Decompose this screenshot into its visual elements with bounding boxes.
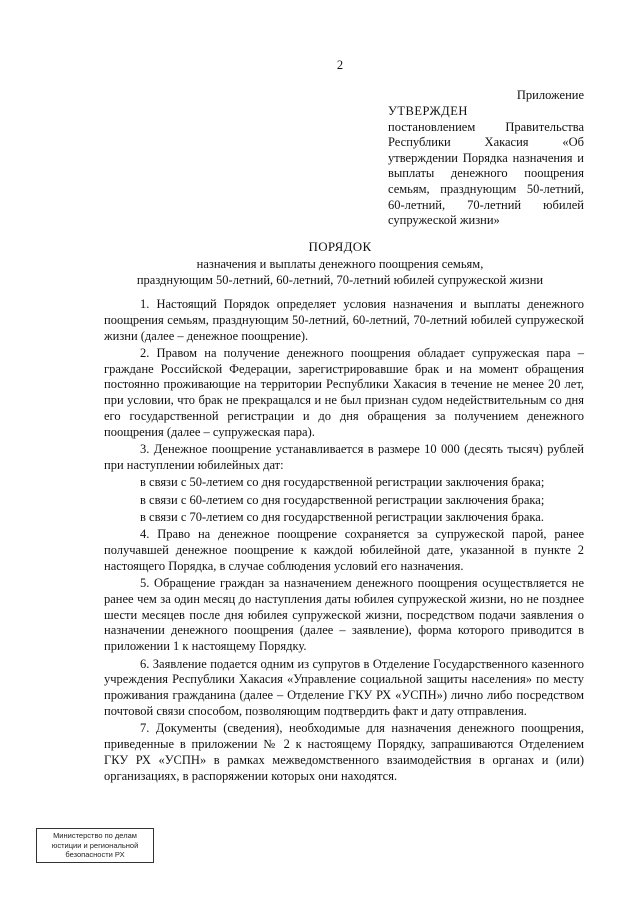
paragraph-2: 2. Правом на получение денежного поощрения обладает супружеская пара – граждане Российской Федерации, зарегистрировавшие брак и на момент обращения постоянно проживающие на территории Республики Хакасия в течение не менее 20 лет, при условии, что брак не прекращался и не был признан судом недействительным со дня его государственной регистрации и до дня обращения за получением денежного поощрения (далее – супружеская пара). [104, 345, 584, 439]
document-subtitle [100, 257, 580, 288]
paragraph-1: 1. Настоящий Порядок определяет условия назначения и выплаты денежного поощрения семьям, празднующим 50-летний, 60-летний, 70-летний юбилей супружеской жизни (далее – денежное поощрение). [104, 297, 584, 343]
paragraph-6: 6. Заявление подается одним из супругов в Отделение Государственного казенного учреждения Республики Хакасия «Управление социальной защиты населения» по месту проживания гражданина (далее – Отделение ГКУ РХ «УСПН») лично либо посредством почтовой связи способом, позволяющим подтвердить факт и дату отправления. [104, 656, 584, 718]
registration-stamp [36, 828, 154, 863]
paragraph-3-item-60: в связи с 60-летием со дня государственной регистрации заключения брака; [140, 492, 545, 507]
document-body [104, 297, 584, 786]
paragraph-3-item-70: в связи с 70-летием со дня государственной регистрации заключения брака. [140, 509, 544, 524]
approval-title: УТВЕРЖДЕН [388, 104, 468, 118]
subtitle-line-2: празднующим 50-летний, 60-летний, 70-летний юбилей супружеской жизни [136, 272, 544, 287]
stamp-line-3: безопасности РХ [65, 850, 125, 859]
document-title: ПОРЯДОК [308, 239, 372, 254]
stamp-line-2: юстиции и региональной [51, 840, 139, 850]
approval-text: постановлением Правительства Республики Хакасия «Об утверждении Порядка назначения и выплаты денежного поощрения семьям, празднующим 50-летний, 60-летний, 70-летний юбилей супружеской жизни» [388, 119, 584, 228]
stamp-line-1: Министерство по делам [53, 831, 137, 840]
paragraph-3-item-50: в связи с 50-летием со дня государственной регистрации заключения брака; [140, 475, 545, 490]
paragraph-5: 5. Обращение граждан за назначением денежного поощрения осуществляется не ранее чем за один месяц до наступления даты юбилея супружеской жизни, но не позднее шести месяцев после дня юбилея супружеской жизни, посредством подачи заявления о назначении денежного поощрения (далее – заявление), форма которого приводится в приложении 1 к настоящему Порядку. [104, 576, 584, 654]
appendix-label: Приложение [516, 88, 584, 102]
approval-block [388, 104, 584, 229]
paragraph-4: 4. Право на денежное поощрение сохраняется за супружеской парой, ранее получавшей денежное поощрение к каждой юбилейной дате, указанной в пункте 2 настоящего Порядка, в случае соблюдения условий его назначения. [104, 527, 584, 573]
subtitle-line-1: назначения и выплаты денежного поощрения семьям, [196, 257, 484, 271]
page-number: 2 [336, 58, 344, 72]
paragraph-7: 7. Документы (сведения), необходимые для назначения денежного поощрения, приведенные в приложении № 2 к настоящему Порядку, запрашиваются Отделением ГКУ РХ «УСПН» в рамках межведомственного взаимодействия в органах и (или) организациях, в распоряжении которых они находятся. [104, 721, 584, 783]
paragraph-3: 3. Денежное поощрение устанавливается в размере 10 000 (десять тысяч) рублей при наступлении юбилейных дат: [104, 442, 584, 472]
